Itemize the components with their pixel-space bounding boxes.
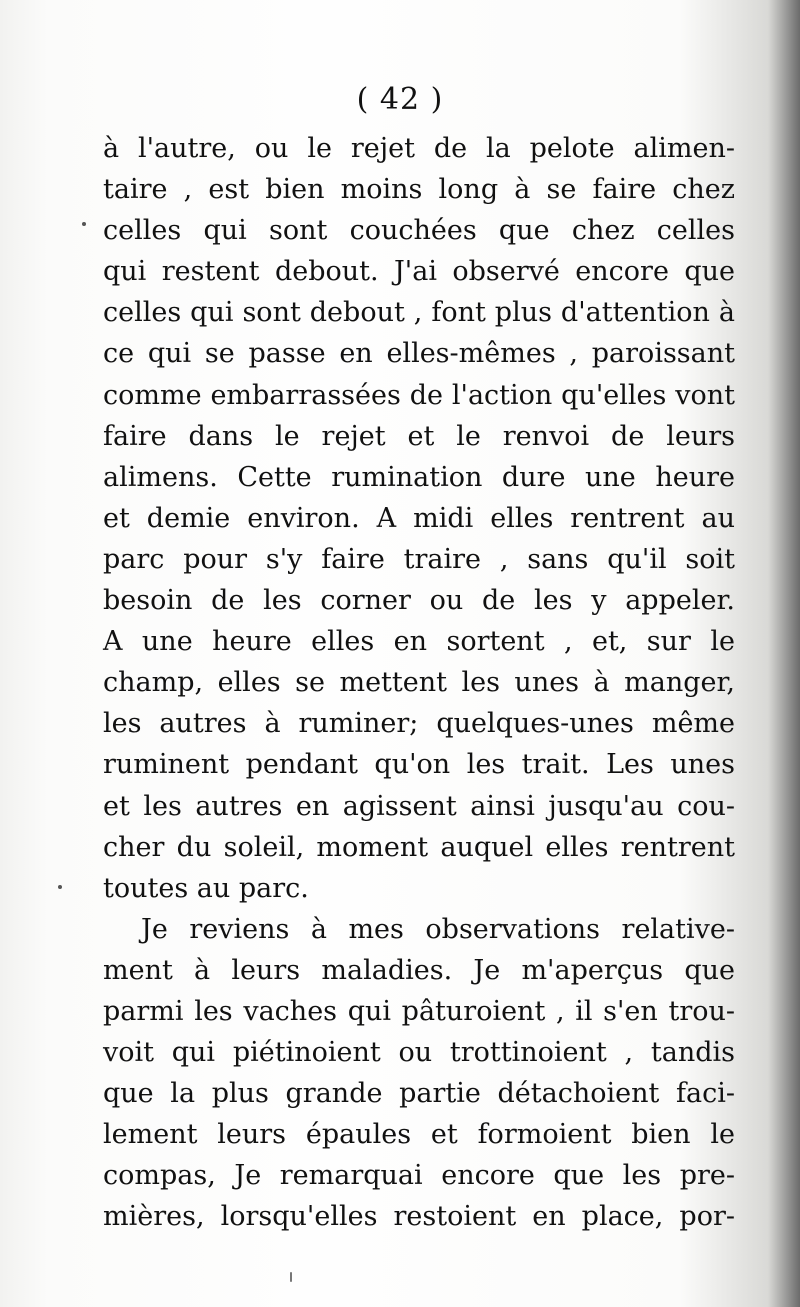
- page-number: ( 42 ): [356, 82, 444, 117]
- paragraph-start-line: Je reviens à mes observations relative-: [141, 913, 735, 945]
- text-line: parmi les vaches qui pâturoient , il s'en trou-: [103, 995, 735, 1027]
- paragraph-end-line: toutes au parc.: [103, 872, 309, 904]
- text-line: compas, Je remarquai encore que les pre-: [103, 1160, 735, 1192]
- text-line: et demie environ. A midi elles rentrent au: [103, 502, 735, 534]
- text-line: faire dans le rejet et le renvoi de leurs: [103, 420, 735, 452]
- text-line: parc pour s'y faire traire , sans qu'il soit: [103, 543, 735, 575]
- text-line: à l'autre, ou le rejet de la pelote alimen-: [103, 133, 735, 164]
- text-line: comme embarrassées de l'action qu'elles vont: [103, 379, 735, 411]
- ink-speck: [58, 885, 62, 889]
- text-line: ce qui se passe en elles-mêmes , paroissant: [103, 338, 735, 370]
- text-line: lement leurs épaules et formoient bien le: [103, 1119, 735, 1151]
- text-line: les autres à ruminer; quelques-unes même: [103, 708, 735, 740]
- text-line: que la plus grande partie détachoient faci-: [103, 1078, 735, 1110]
- text-line: ment à leurs maladies. Je m'aperçus que: [103, 954, 735, 986]
- text-line: champ, elles se mettent les unes à manger,: [103, 667, 735, 699]
- text-line: cher du soleil, moment auquel elles rentrent: [103, 831, 735, 863]
- text-line: celles qui sont couchées que chez celles: [103, 215, 735, 247]
- text-line: besoin de les corner ou de les y appeler.: [103, 585, 735, 617]
- text-line: alimens. Cette rumination dure une heure: [103, 461, 735, 493]
- text-line: et les autres en agissent ainsi jusqu'au cou-: [103, 790, 735, 822]
- text-line: A une heure elles en sortent , et, sur le: [103, 626, 735, 658]
- text-line: ruminent pendant qu'on les trait. Les unes: [103, 749, 735, 781]
- ink-speck: [82, 222, 86, 226]
- text-line: taire , est bien moins long à se faire chez: [103, 174, 735, 206]
- ink-speck: [290, 1272, 292, 1282]
- body-text: [103, 128, 735, 1238]
- text-line: celles qui sont debout , font plus d'attention à: [103, 297, 735, 329]
- text-line: mières, lorsqu'elles restoient en place, por-: [103, 1201, 735, 1233]
- text-line: voit qui piétinoient ou trottinoient , tandis: [103, 1037, 735, 1069]
- text-line: qui restent debout. J'ai observé encore que: [103, 256, 735, 288]
